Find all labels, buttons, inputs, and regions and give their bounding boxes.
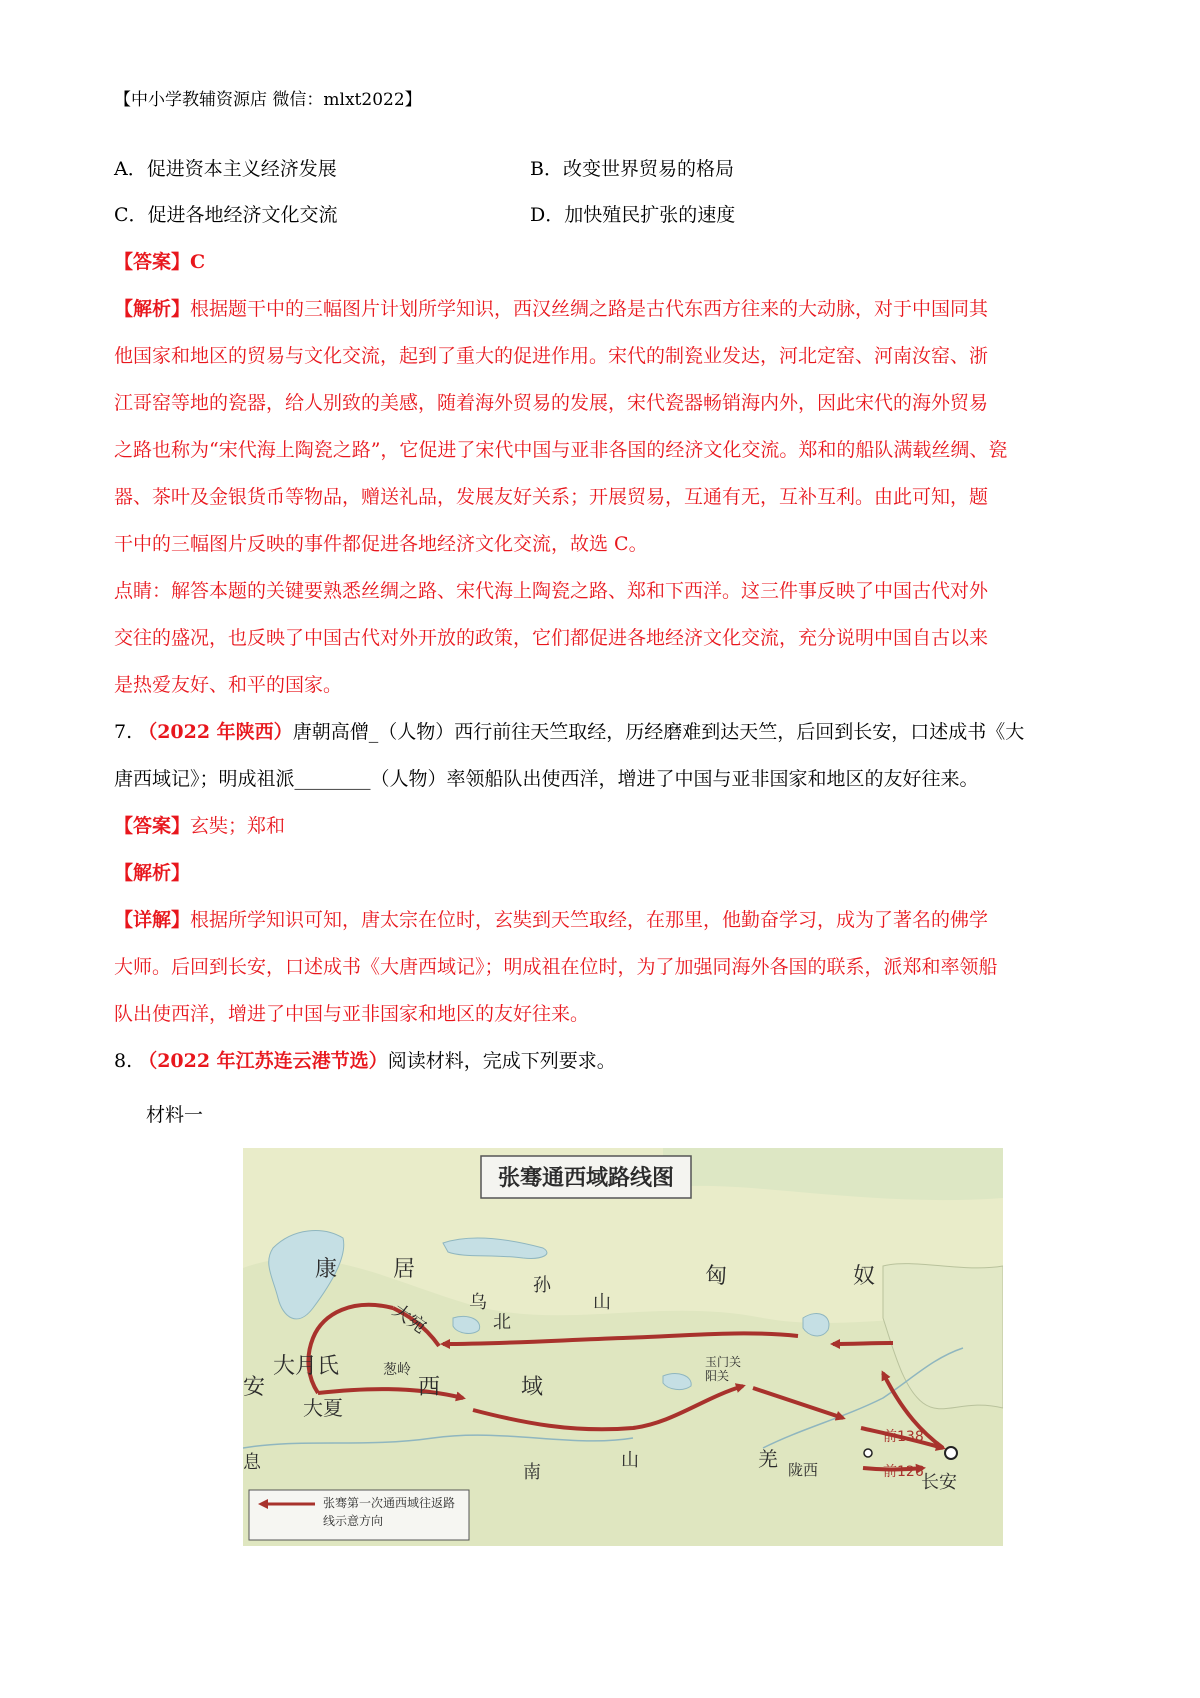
zhang-qian-route-map xyxy=(243,1148,1003,1546)
q7-detail-line-3: 队出使西洋，增进了中国与亚非国家和地区的友好往来。 xyxy=(114,1003,590,1025)
changan-dot xyxy=(945,1447,957,1459)
label-xiongnu-1: 匈 xyxy=(705,1264,728,1289)
option-letter: D． xyxy=(530,204,565,226)
question-number: 8. xyxy=(114,1050,133,1072)
map-svg xyxy=(243,1148,1003,1546)
option-text: 促进各地经济文化交流 xyxy=(147,204,338,226)
label-kangju-2: 居 xyxy=(393,1257,416,1282)
question-text: 唐朝高僧_（人物）西行前往天竺取经，历经磨难到达天竺，后回到长安，口述成书《大 xyxy=(292,721,1025,743)
label-bei: 北 xyxy=(493,1312,511,1333)
q6-tip-line-1: 点睛：解答本题的关键要熟悉丝绸之路、宋代海上陶瓷之路、郑和下西洋。这三件事反映了中国古代对外 xyxy=(114,580,989,602)
detail-tag: 【详解】 xyxy=(114,909,191,931)
option-text: 加快殖民扩张的速度 xyxy=(564,204,736,226)
label-daxia: 大夏 xyxy=(303,1396,343,1420)
option-d xyxy=(530,202,735,228)
q6-analysis-line-1 xyxy=(114,296,1100,322)
question-text: 阅读材料，完成下列要求。 xyxy=(387,1050,616,1072)
option-text: 促进资本主义经济发展 xyxy=(146,158,337,180)
q6-analysis-line-3: 江哥窑等地的瓷器，给人别致的美感，随着海外贸易的发展，宋代瓷器畅销海内外，因此宋代的海外贸易 xyxy=(114,392,989,414)
q7-answer xyxy=(114,813,1100,839)
label-congling: 葱岭 xyxy=(383,1362,411,1378)
q7-analysis-tag: 【解析】 xyxy=(114,862,191,884)
label-kangju-1: 康 xyxy=(315,1257,338,1282)
label-changan: 长安 xyxy=(921,1472,957,1493)
map-legend-text: 张骞第一次通西域往返路线示意方向 xyxy=(323,1496,456,1528)
option-letter: A． xyxy=(114,158,147,180)
label-year-126: 前126 xyxy=(883,1464,924,1480)
longxi-dot xyxy=(864,1449,872,1457)
label-year-138: 前138 xyxy=(883,1429,924,1445)
analysis-tag: 【解析】 xyxy=(114,298,191,320)
q7-detail-line-1 xyxy=(114,907,1100,933)
option-letter: C． xyxy=(114,204,148,226)
question-number: 7. xyxy=(114,721,133,743)
label-nan: 南 xyxy=(523,1462,541,1483)
q7-stem-line-2: 唐西域记》；明成祖派________（人物）率领船队出使西洋，增进了中国与亚非国家和地区的友好往来。 xyxy=(114,768,979,790)
label-dawan: 大宛 xyxy=(388,1300,431,1338)
q7-stem-line-1 xyxy=(114,719,1100,745)
q6-analysis-line-4: 之路也称为“宋代海上陶瓷之路”，它促进了宋代中国与亚非各国的经济文化交流。郑和的船队满载丝绸、瓷 xyxy=(114,439,1008,461)
q6-tip-line-3: 是热爱友好、和平的国家。 xyxy=(114,674,343,696)
label-south-shan: 山 xyxy=(621,1450,639,1471)
option-c xyxy=(114,202,338,228)
detail-text: 根据所学知识可知，唐太宗在位时，玄奘到天竺取经，在那里，他勤奋学习，成为了著名的佛学 xyxy=(190,909,989,931)
q6-answer xyxy=(114,249,1100,275)
question-source: （2022 年陕西） xyxy=(138,721,293,743)
option-b xyxy=(530,156,734,182)
map-title: 张骞通西域路线图 xyxy=(497,1166,675,1191)
label-dayuezhi: 大月氏 xyxy=(273,1354,340,1379)
label-wusun-2: 孙 xyxy=(533,1275,551,1296)
label-wusun-1: 乌 xyxy=(469,1292,487,1313)
answer-tag: 【答案】 xyxy=(114,815,191,837)
page-header: 【中小学教辅资源店 微信：mlxt2022】 xyxy=(114,90,422,110)
label-an: 安 xyxy=(243,1375,266,1400)
answer-tag: 【答案】 xyxy=(114,251,191,273)
option-letter: B． xyxy=(530,158,563,180)
q6-analysis-line-2: 他国家和地区的贸易与文化交流，起到了重大的促进作用。宋代的制瓷业发达，河北定窑、河南汝窑、浙 xyxy=(114,345,989,367)
label-xiyu-2: 域 xyxy=(521,1375,544,1400)
legend-text-wrap xyxy=(323,1494,463,1538)
answer-value: 玄奘；郑和 xyxy=(190,815,286,837)
analysis-text: 根据题干中的三幅图片计划所学知识，西汉丝绸之路是古代东西方往来的大动脉，对于中国同其 xyxy=(190,298,989,320)
option-a xyxy=(114,156,337,182)
question-source: （2022 年江苏连云港节选） xyxy=(138,1050,388,1072)
q7-detail-line-2: 大师。后回到长安，口述成书《大唐西域记》；明成祖在位时，为了加强同海外各国的联系，派郑和率领船 xyxy=(114,956,998,978)
q6-tip-line-2: 交往的盛况，也反映了中国古代对外开放的政策，它们都促进各地经济文化交流，充分说明中国自古以来 xyxy=(114,627,989,649)
label-xi: 息 xyxy=(243,1452,261,1473)
q8-stem xyxy=(114,1048,1100,1074)
label-longxi: 陇西 xyxy=(788,1461,819,1479)
q6-analysis-line-5: 器、茶叶及金银货币等物品，赠送礼品，发展友好关系；开展贸易，互通有无，互补互利。由此可知，题 xyxy=(114,486,989,508)
option-text: 改变世界贸易的格局 xyxy=(562,158,734,180)
q6-analysis-line-6: 干中的三幅图片反映的事件都促进各地经济文化交流，故选 C。 xyxy=(114,533,648,555)
label-north-shan: 山 xyxy=(593,1292,611,1313)
material-label: 材料一 xyxy=(146,1104,204,1126)
lake-northeast xyxy=(803,1314,829,1336)
answer-value: C xyxy=(190,251,206,273)
label-yangguan: 阳关 xyxy=(705,1369,730,1383)
label-xiongnu-2: 奴 xyxy=(853,1264,876,1289)
label-qiang: 羌 xyxy=(758,1447,778,1471)
label-yumenguan: 玉门关 xyxy=(705,1355,742,1369)
route-yumen xyxy=(833,1343,893,1344)
label-xiyu-1: 西 xyxy=(418,1375,441,1400)
